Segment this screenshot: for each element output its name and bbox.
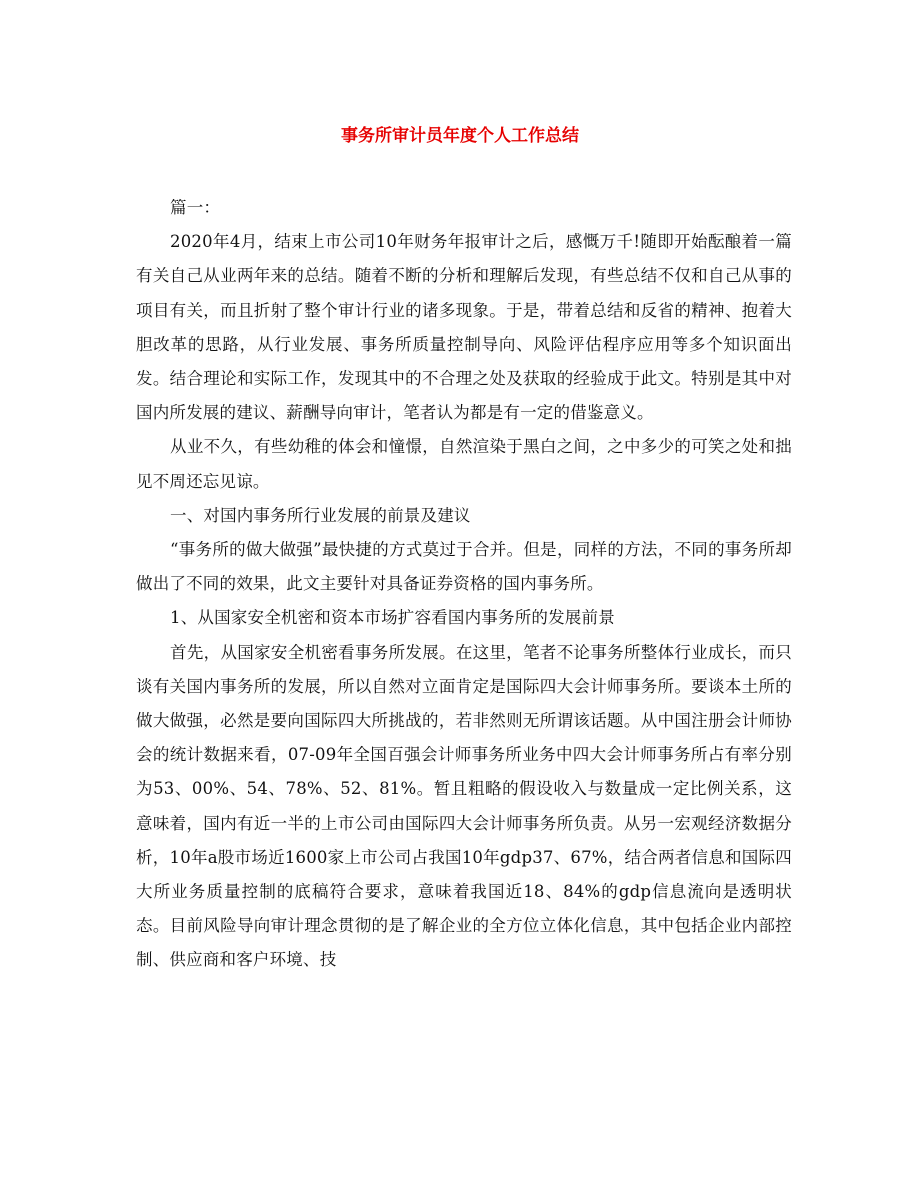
paragraph-merger: “事务所的做大做强”最快捷的方式莫过于合并。但是，同样的方法，不同的事务所却做出了不同的效果，此文主要针对具备证券资格的国内事务所。 (136, 540, 792, 594)
paragraph-modesty-note: 从业不久，有些幼稚的体会和憧憬，自然渲染于黑白之间，之中多少的可笑之处和拙见不周还忘见谅。 (136, 437, 792, 491)
paragraph-intro: 2020年4月，结束上市公司10年财务年报审计之后，感慨万千!随即开始酝酿着一篇有关自己从业两年来的总结。随着不断的分析和理解后发现，有些总结不仅和自己从事的项目有关，而且折射了整个审计行业的诸多现象。于是，带着总结和反省的精神、抱着大胆改革的思路，从行业发展、事务所质量控制导向、风险评估程序应用等多个知识面出发。结合理论和实际工作，发现其中的不合理之处及获取的经验成于此文。特别是其中对国内所发展的建议、薪酬导向审计，笔者认为都是有一定的借鉴意义。 (136, 232, 792, 423)
document-title: 事务所审计员年度个人工作总结 (341, 126, 579, 146)
document-body (136, 191, 792, 978)
paragraph-heading-part-one: 篇一： (170, 198, 221, 217)
section-heading-industry-development: 一、对国内事务所行业发展的前景及建议 (170, 505, 471, 525)
paragraph-national-security: 首先，从国家安全机密看事务所发展。在这里，笔者不论事务所整体行业成长，而只谈有关国内事务所的发展，所以自然对立面肯定是国际四大会计师事务所。要谈本土所的做大做强，必然是要向国际四大所挑战的，若非然则无所谓该话题。从中国注册会计师协会的统计数据来看，07-09年全国百强会计师事务所业务中四大会计师事务所占有率分别为53、00%、54、78%、52、81%。暂且粗略的假设收入与数量成一定比例关系，这意味着，国内有近一半的上市公司由国际四大会计师事务所负责。从另一宏观经济数据分析，10年a股市场近1600家上市公司占我国10年gdp37、67%，结合两者信息和国际四大所业务质量控制的底稿符合要求，意味着我国近18、84%的gdp信息流向是透明状态。目前风险导向审计理念贯彻的是了解企业的全方位立体化信息，其中包括企业内部控制、供应商和客户环境、技 (136, 642, 792, 970)
subsection-heading-prospects: 1、从国家安全机密和资本市场扩容看国内事务所的发展前景 (170, 608, 615, 628)
